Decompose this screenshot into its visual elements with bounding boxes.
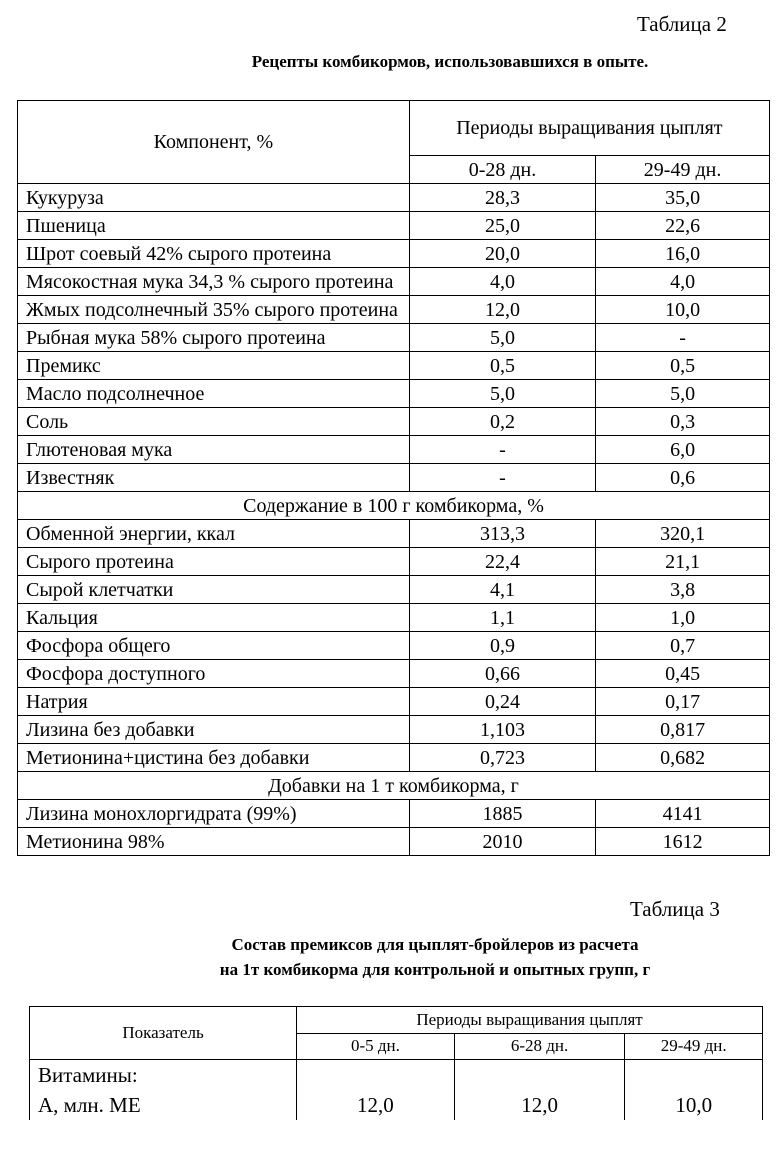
row-value-2: 21,1	[596, 548, 770, 576]
header-p2: 6-28 дн.	[454, 1033, 625, 1060]
row-name: Жмых подсолнечный 35% сырого протеина	[18, 296, 410, 324]
table2	[17, 100, 770, 856]
row-value-1: -	[409, 436, 595, 464]
row-value-1: 0,66	[409, 660, 595, 688]
row-value-1: 2010	[409, 828, 595, 856]
row-name: Соль	[18, 408, 410, 436]
row-name: Известняк	[18, 464, 410, 492]
table-row	[18, 744, 770, 772]
row-value-2: 1,0	[596, 604, 770, 632]
row-value-1: 0,5	[409, 352, 595, 380]
header-period-2: 29-49 дн.	[596, 156, 770, 184]
row-value-1: 0,723	[409, 744, 595, 772]
row-name: Лизина без добавки	[18, 716, 410, 744]
table-row	[18, 352, 770, 380]
header-period-1: 0-28 дн.	[409, 156, 595, 184]
row-value-1: 28,3	[409, 184, 595, 212]
row-value-1: 0,24	[409, 688, 595, 716]
row-value-2: 22,6	[596, 212, 770, 240]
row-value-2: 16,0	[596, 240, 770, 268]
row-value-2: 1612	[596, 828, 770, 856]
row-value-2: 35,0	[596, 184, 770, 212]
row-value-1: 1885	[409, 800, 595, 828]
row-value-2: 320,1	[596, 520, 770, 548]
table-row	[18, 800, 770, 828]
section-content: Содержание в 100 г комбикорма, %	[18, 492, 770, 520]
row-name: Фосфора общего	[18, 632, 410, 660]
table-row	[18, 604, 770, 632]
table-row	[18, 324, 770, 352]
row-value-1: 0,2	[409, 408, 595, 436]
table-row	[18, 464, 770, 492]
table-row	[18, 688, 770, 716]
row-value-1: 12,0	[409, 296, 595, 324]
row-value-2: 0,7	[596, 632, 770, 660]
row-value-2: 4141	[596, 800, 770, 828]
row-value-2: 12,0	[454, 1060, 625, 1121]
header-indicator: Показатель	[30, 1007, 297, 1060]
row-value-1: 5,0	[409, 380, 595, 408]
row-name: Кукуруза	[18, 184, 410, 212]
row-value-2: 10,0	[596, 296, 770, 324]
section-additives: Добавки на 1 т комбикорма, г	[18, 772, 770, 800]
row-name: Лизина монохлоргидрата (99%)	[18, 800, 410, 828]
row-value-2: 0,45	[596, 660, 770, 688]
header-periods: Периоды выращивания цыплят	[409, 101, 769, 156]
row-value-2: 0,6	[596, 464, 770, 492]
row-value-1: 1,1	[409, 604, 595, 632]
row-value-1: 20,0	[409, 240, 595, 268]
row-name: Сырой клетчатки	[18, 576, 410, 604]
table-row	[18, 184, 770, 212]
table-row	[18, 380, 770, 408]
table2-label: Таблица 2	[637, 12, 727, 36]
row-name: Натрия	[18, 688, 410, 716]
table3-caption-line1: Состав премиксов для цыплят-бройлеров из расчета	[231, 935, 639, 954]
row-value-2: -	[596, 324, 770, 352]
row-name: Премикс	[18, 352, 410, 380]
table-row	[18, 212, 770, 240]
header-p3: 29-49 дн.	[625, 1033, 763, 1060]
row-label	[30, 1060, 297, 1121]
row-value-1: -	[409, 464, 595, 492]
header-p1: 0-5 дн.	[297, 1033, 455, 1060]
row-name: Масло подсолнечное	[18, 380, 410, 408]
table-row	[18, 576, 770, 604]
table3	[29, 1006, 763, 1120]
row-value-1: 5,0	[409, 324, 595, 352]
row-name: Метионина+цистина без добавки	[18, 744, 410, 772]
row-value-2: 3,8	[596, 576, 770, 604]
row-value-1: 0,9	[409, 632, 595, 660]
group-label: Витамины:	[38, 1063, 138, 1087]
table2-section-row	[18, 492, 770, 520]
table-row	[18, 520, 770, 548]
header-component: Компонент, %	[18, 101, 410, 184]
row-value-2: 6,0	[596, 436, 770, 464]
table-row	[18, 632, 770, 660]
table-row	[18, 716, 770, 744]
row-value-2: 0,817	[596, 716, 770, 744]
table2-header-row	[18, 101, 770, 156]
row-name: Фосфора доступного	[18, 660, 410, 688]
row-name: Глютеновая мука	[18, 436, 410, 464]
table3-caption-line2: на 1т комбикорма для контрольной и опытных групп, г	[219, 960, 651, 979]
row-name: Пшеница	[18, 212, 410, 240]
row-name: Кальция	[18, 604, 410, 632]
row-value-1: 22,4	[409, 548, 595, 576]
table2-content-rows	[18, 520, 770, 772]
header-periods: Периоды выращивания цыплят	[297, 1007, 763, 1034]
table3-label: Таблица 3	[630, 897, 720, 921]
row-value-2: 0,682	[596, 744, 770, 772]
row-name: Обменной энергии, ккал	[18, 520, 410, 548]
table2-additive-rows	[18, 800, 770, 856]
table3-header-row	[30, 1007, 763, 1034]
row-value-2: 0,5	[596, 352, 770, 380]
table-row	[18, 268, 770, 296]
table-row	[18, 296, 770, 324]
table2-recipe-rows	[18, 184, 770, 492]
row-value-2: 4,0	[596, 268, 770, 296]
row-name: Мясокостная мука 34,3 % сырого протеина	[18, 268, 410, 296]
row-value-1: 4,0	[409, 268, 595, 296]
row-value-1: 12,0	[297, 1060, 455, 1121]
row-value-3: 10,0	[625, 1060, 763, 1121]
row-value-1: 4,1	[409, 576, 595, 604]
row-name: Сырого протеина	[18, 548, 410, 576]
row-value-2: 0,17	[596, 688, 770, 716]
row-value-1: 1,103	[409, 716, 595, 744]
table-row	[18, 408, 770, 436]
table-row	[18, 240, 770, 268]
row-value-2: 5,0	[596, 380, 770, 408]
row-name: Метионина 98%	[18, 828, 410, 856]
table2-caption: Рецепты комбикормов, использовавшихся в опыте.	[251, 52, 649, 71]
table3-row	[30, 1060, 763, 1121]
table2-section-row	[18, 772, 770, 800]
row-name: Шрот соевый 42% сырого протеина	[18, 240, 410, 268]
row-name: Рыбная мука 58% сырого протеина	[18, 324, 410, 352]
row-name: А, млн. МЕ	[38, 1093, 141, 1117]
row-value-1: 25,0	[409, 212, 595, 240]
row-value-1: 313,3	[409, 520, 595, 548]
table-row	[18, 660, 770, 688]
table-row	[18, 548, 770, 576]
row-value-2: 0,3	[596, 408, 770, 436]
table-row	[18, 436, 770, 464]
table-row	[18, 828, 770, 856]
